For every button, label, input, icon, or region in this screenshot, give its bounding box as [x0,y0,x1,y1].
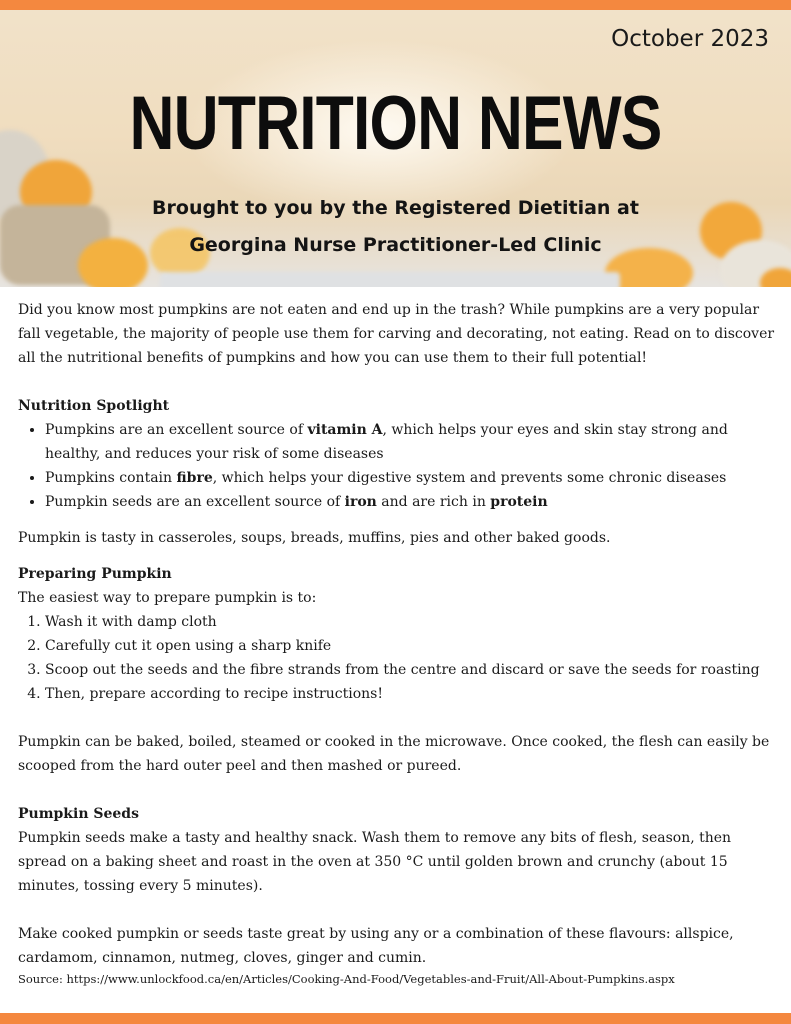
newsletter-title: NUTRITION NEWS [129,81,662,166]
flavours-paragraph: Make cooked pumpkin or seeds taste great by using any or a combination of these flavours: allspice, cardamom, cinnamon, nutmeg, cloves, ginger and cumin. [18,926,734,966]
list-item: 1. Wash it with damp cloth [45,610,776,634]
preparing-steps [18,610,776,706]
top-accent-bar [0,0,791,10]
table-surface [160,272,620,287]
newsletter-subtitle-line2: Georgina Nurse Practitioner-Led Clinic [189,234,602,256]
newsletter-body [18,298,776,988]
spotlight-heading: Nutrition Spotlight [18,398,170,414]
list-item: 3. Scoop out the seeds and the fibre strands from the centre and discard or save the seeds for roasting [45,658,776,682]
spotlight-note: Pumpkin is tasty in casseroles, soups, breads, muffins, pies and other baked goods. [18,530,611,546]
list-item: 4. Then, prepare according to recipe instructions! [45,682,776,706]
bottom-accent-bar [0,1013,791,1024]
preparing-heading: Preparing Pumpkin [18,566,172,582]
issue-date: October 2023 [611,26,769,52]
list-item: 2. Carefully cut it open using a sharp knife [45,634,776,658]
preparing-lead: The easiest way to prepare pumpkin is to: [18,590,317,606]
header-banner [0,10,791,287]
list-item: • Pumpkin seeds are an excellent source of iron and are rich in protein [45,490,776,514]
cooking-paragraph: Pumpkin can be baked, boiled, steamed or cooked in the microwave. Once cooked, the flesh can easily be scooped from the hard outer peel and then mashed or pureed. [18,734,770,774]
seeds-heading: Pumpkin Seeds [18,806,139,822]
newsletter-subtitle-line1: Brought to you by the Registered Dietitian at [152,197,639,219]
source-citation: Source: https://www.unlockfood.ca/en/Articles/Cooking-And-Food/Vegetables-and-Fruit/All-About-Pumpkins.aspx [18,972,675,986]
list-item: • Pumpkins are an excellent source of vitamin A, which helps your eyes and skin stay strong and healthy, and reduces your risk of some diseases [45,418,776,466]
seeds-paragraph: Pumpkin seeds make a tasty and healthy snack. Wash them to remove any bits of flesh, season, then spread on a baking sheet and roast in the oven at 350 °C until golden brown and crunchy (about 15 minutes, tossing every 5 minutes). [18,830,732,894]
intro-paragraph: Did you know most pumpkins are not eaten and end up in the trash? While pumpkins are a very popular fall vegetable, the majority of people use them for carving and decorating, not eating. Read on to discover all the nutritional benefits of pumpkins and how you can use them to their full potential! [18,302,775,366]
list-item: • Pumpkins contain fibre, which helps your digestive system and prevents some chronic diseases [45,466,776,490]
spotlight-list [18,418,776,514]
